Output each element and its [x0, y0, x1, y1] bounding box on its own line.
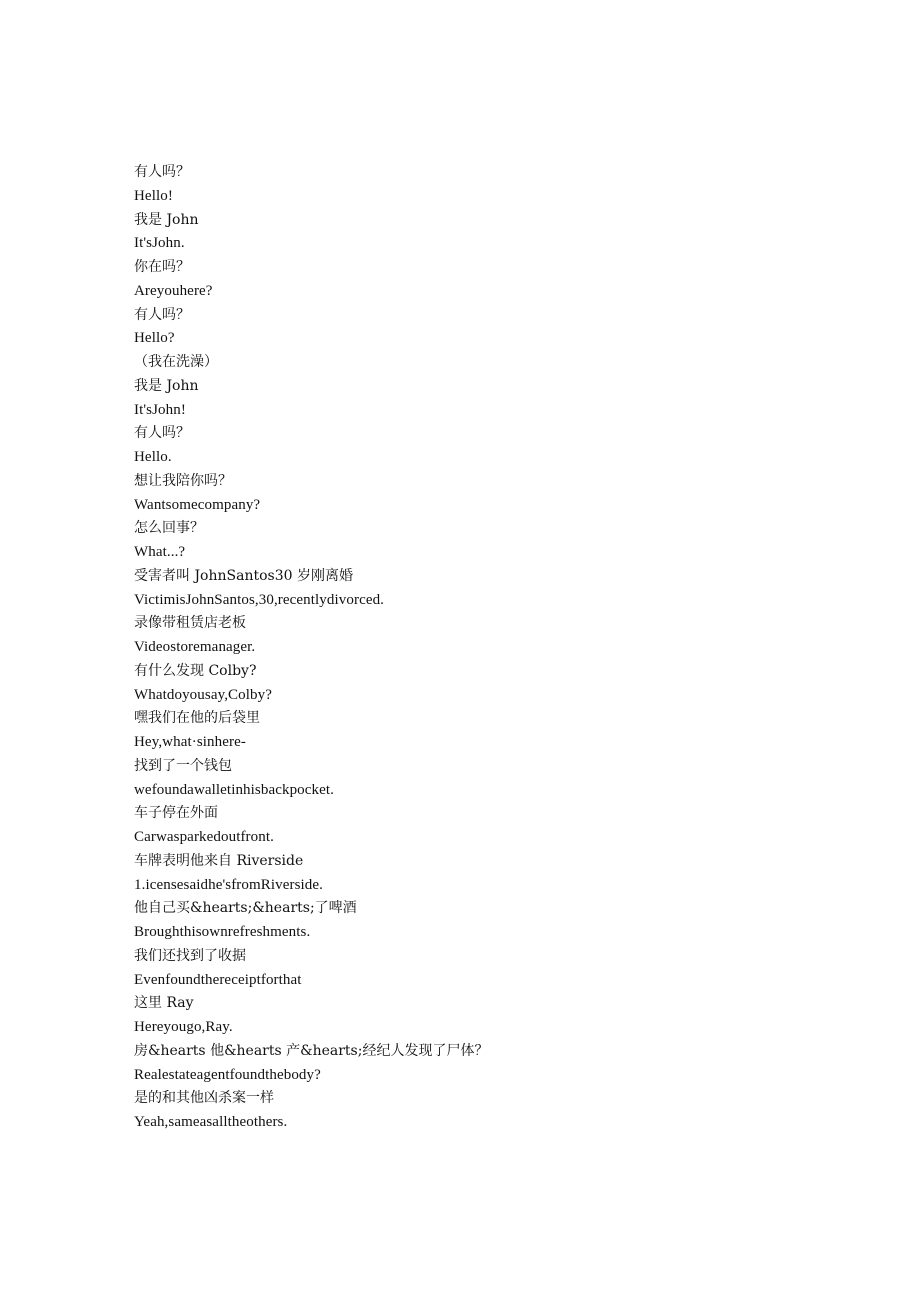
transcript-line: It'sJohn!	[134, 401, 186, 418]
transcript-line: 你在吗？	[134, 259, 190, 275]
transcript-line: Realestateagentfoundthebody?	[134, 1066, 321, 1083]
transcript-line: （我在洗澡）	[134, 354, 218, 370]
transcript-line: 想让我陪你吗？	[134, 472, 232, 489]
transcript-line: Videostoremanager.	[134, 639, 256, 655]
transcript-line: 我们还找到了收据	[134, 947, 246, 964]
transcript-line: 有什么发现 Colby?	[134, 662, 257, 679]
transcript-line: 嘿我们在他的后袋里	[134, 710, 260, 727]
transcript-line: VictimisJohnSantos,30,recentlydivorced.	[134, 591, 385, 608]
transcript-line: wefoundawalletinhisbackpocket.	[134, 781, 335, 798]
transcript-line: 车牌表明他来自 Riverside	[134, 852, 304, 869]
transcript-line: It'sJohn.	[134, 235, 185, 252]
transcript-line: 他自己买&hearts;&hearts;了啤酒	[134, 900, 357, 917]
transcript-line: 有人吗？	[134, 306, 190, 323]
transcript-line: 有人吗？	[134, 164, 190, 180]
transcript-line: Evenfoundthereceiptforthat	[134, 971, 302, 988]
transcript-line: Wantsomecompany?	[134, 496, 261, 513]
transcript-line: Areyouhere?	[134, 282, 213, 299]
transcript-line: Hello.	[134, 449, 172, 465]
transcript-line: Hello?	[134, 330, 175, 347]
transcript-line: 这里 Ray	[134, 995, 194, 1012]
transcript-line: 我是 John	[134, 211, 199, 228]
transcript-line: 1.icensesaidhe'sfromRiverside.	[134, 876, 323, 893]
transcript-line: Hereyougo,Ray.	[134, 1019, 233, 1035]
transcript-line: Broughthisownrefreshments.	[134, 924, 311, 940]
transcript-line: Hey,what·sinhere-	[134, 734, 246, 750]
transcript-line: Whatdoyousay,Colby?	[134, 686, 272, 703]
transcript-lines	[134, 161, 834, 1135]
transcript-line: 怎么回事？	[134, 520, 204, 537]
transcript-line: Carwasparkedoutfront.	[134, 829, 274, 845]
transcript-line: 找到了一个钱包	[134, 757, 232, 774]
transcript-line: 房&hearts 他&hearts 产&hearts;经纪人发现了尸体？	[134, 1042, 489, 1059]
transcript-line: 我是 John	[134, 377, 199, 394]
transcript-line: 受害者叫 JohnSantos30 岁刚离婚	[134, 567, 353, 584]
transcript-line: Hello!	[134, 187, 173, 204]
transcript-line: 有人吗？	[134, 425, 190, 442]
transcript-line: 是的和其他凶杀案一样	[134, 1090, 274, 1107]
transcript-line: 车子停在外面	[134, 805, 218, 822]
transcript-line: Yeah,sameasalltheothers.	[134, 1114, 288, 1130]
transcript-line: What...?	[134, 544, 186, 560]
transcript-line: 录像带租赁店老板	[134, 615, 246, 632]
